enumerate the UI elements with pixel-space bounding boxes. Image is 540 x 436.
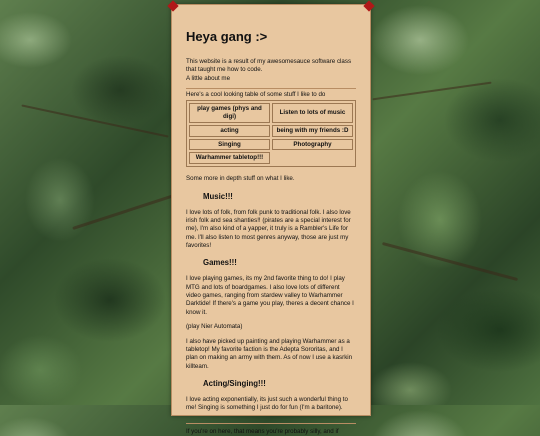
table-cell: acting bbox=[189, 125, 270, 137]
section-paragraph: (play Nier Automata) bbox=[186, 323, 243, 331]
intro-line-2: A little about me bbox=[186, 74, 231, 82]
section-divider bbox=[186, 423, 356, 424]
more-intro: Some more in depth stuff on what I like. bbox=[186, 175, 295, 183]
background-branch bbox=[72, 193, 178, 230]
table-cell: Warhammer tabletop!!! bbox=[189, 152, 270, 164]
intro-text bbox=[186, 58, 356, 83]
table-cell: play games (phys and digi) bbox=[189, 103, 270, 123]
table-cell: Listen to lots of music bbox=[272, 103, 353, 123]
section-acting bbox=[186, 379, 356, 413]
section-heading: Games!!! bbox=[203, 258, 237, 268]
section-games bbox=[186, 258, 356, 371]
table-cell: being with my friends :D bbox=[272, 125, 353, 137]
content-panel bbox=[171, 4, 371, 435]
content-inner bbox=[172, 5, 370, 436]
table-row bbox=[189, 125, 353, 137]
footer-text: If you're on here, that means you're probably silly, and if bbox=[186, 427, 339, 435]
section-heading: Music!!! bbox=[203, 191, 233, 201]
background-branch bbox=[372, 82, 491, 101]
background-branch bbox=[382, 242, 518, 281]
table-row bbox=[189, 103, 353, 123]
section-paragraph: I love acting exponentially, its just such a wonderful thing to me! Singing is something I just do for fun (I'm a baritone). bbox=[186, 395, 348, 412]
section-music bbox=[186, 192, 356, 251]
table-row bbox=[189, 152, 353, 164]
section-paragraph: I love lots of folk, from folk punk to traditional folk. I also love irish folk and sea shanties!! (pirates are a special interest for me), I'm also kind of a yapper, it truly is a Rambler's Life for me. I'll also listen to most genres anyway, those are just my favorites! bbox=[186, 208, 351, 249]
likes-table bbox=[186, 100, 356, 167]
table-intro: Here's a cool looking table of some stuff I like to do bbox=[186, 91, 326, 99]
table-cell: Photography bbox=[272, 139, 353, 151]
table-row bbox=[189, 139, 353, 151]
intro-line-1: This website is a result of my awesomesauce software class that taught me how to code. bbox=[186, 58, 352, 74]
section-heading: Acting/Singing!!! bbox=[203, 378, 266, 388]
page-title: Heya gang :> bbox=[186, 29, 268, 44]
section-divider bbox=[186, 88, 356, 89]
background-branch bbox=[21, 104, 168, 137]
section-paragraph: I also have picked up painting and playing Warhammer as a tabletop! My favorite faction is the Adepta Sororitas, and I plan on making an army with them. As of now I use a kasrkin killteam. bbox=[186, 337, 353, 370]
table-cell: Singing bbox=[189, 139, 270, 151]
section-paragraph: I love playing games, its my 2nd favorite thing to do! I play MTG and lots of boardgames. I also love lots of different video games, ranging from stardew valley to Warhammer Darktide! If there's a game you play, theres a decent chance I know it. bbox=[186, 275, 354, 316]
